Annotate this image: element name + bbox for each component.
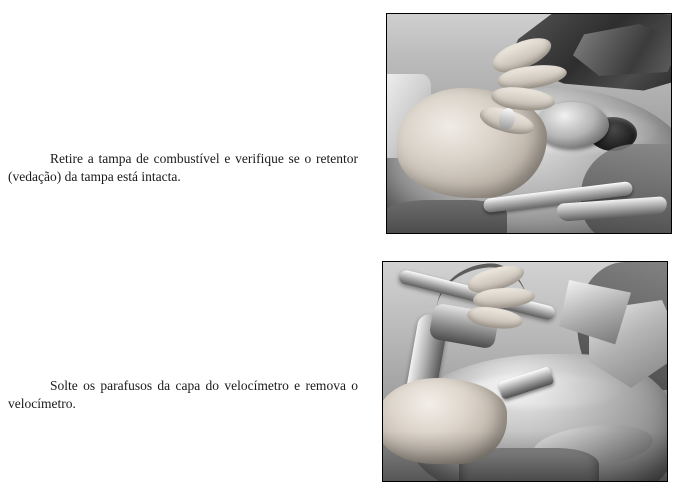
- figure-speedometer: [382, 261, 668, 482]
- figure-fuel-cap: [386, 13, 672, 234]
- instruction-paragraph-1: [8, 150, 358, 186]
- photo-shadow-bottom: [383, 431, 667, 481]
- instruction-paragraph-2: [8, 377, 358, 413]
- photo-fuel-cap: [387, 14, 671, 233]
- instruction-text-2: Solte os parafusos da capa do velocímetro e remova o velocímetro.: [8, 378, 358, 412]
- instruction-text-1: Retire a tampa de combustível e verifique se o retentor (vedação) da tampa está intacta.: [8, 151, 358, 185]
- photo-speedometer: [383, 262, 667, 481]
